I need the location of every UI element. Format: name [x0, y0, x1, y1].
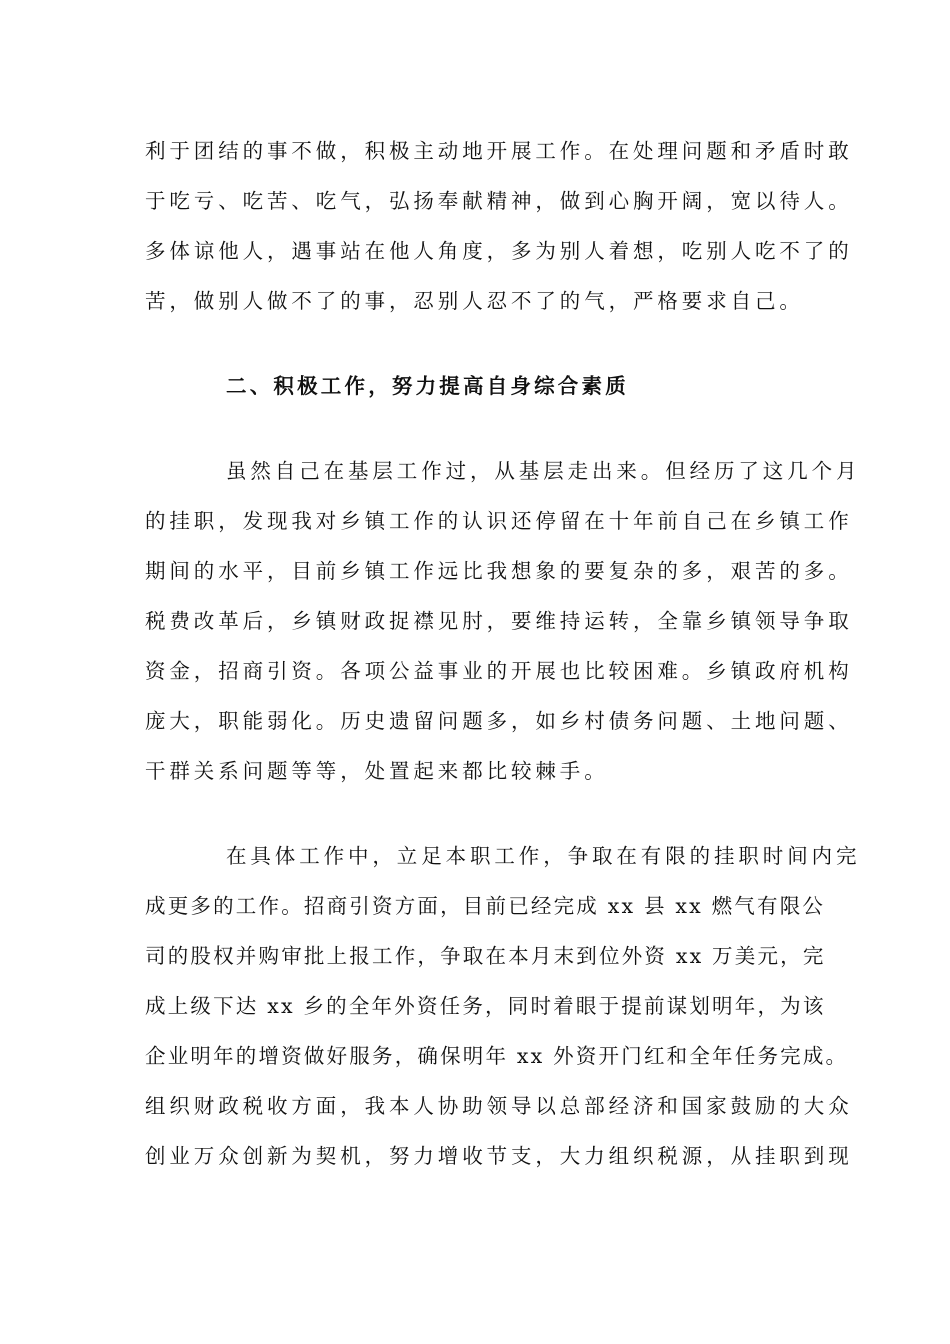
section-heading: 二、积极工作，努力提高自身综合素质 [226, 374, 629, 398]
paragraph-2-line-4: 税费改革后，乡镇财政捉襟见肘，要维持运转，全靠乡镇领导争取 [145, 609, 853, 633]
paragraph-2-line-5: 资金，招商引资。各项公益事业的开展也比较困难。乡镇政府机构 [145, 659, 853, 683]
paragraph-1-line-3: 多体谅他人，遇事站在他人角度，多为别人着想，吃别人吃不了的 [145, 239, 853, 263]
paragraph-3-line-3: 司的股权并购审批上报工作，争取在本月末到位外资 xx 万美元，完 [145, 944, 826, 968]
paragraph-3-line-7: 创业万众创新为契机，努力增收节支，大力组织税源，从挂职到现 [145, 1144, 853, 1168]
paragraph-2-line-1: 虽然自己在基层工作过，从基层走出来。但经历了这几个月 [226, 459, 861, 483]
paragraph-3-line-2: 成更多的工作。招商引资方面，目前已经完成 xx 县 xx 燃气有限公 [145, 894, 826, 918]
paragraph-2-line-7: 干群关系问题等等，处置起来都比较棘手。 [145, 759, 609, 783]
paragraph-2-line-6: 庞大，职能弱化。历史遗留问题多，如乡村债务问题、土地问题、 [145, 709, 853, 733]
paragraph-2-line-3: 期间的水平，目前乡镇工作远比我想象的要复杂的多，艰苦的多。 [145, 559, 853, 583]
paragraph-1-line-4: 苦，做别人做不了的事，忍别人忍不了的气，严格要求自己。 [145, 289, 804, 313]
paragraph-1-line-1: 利于团结的事不做，积极主动地开展工作。在处理问题和矛盾时敢 [145, 139, 853, 163]
paragraph-3-line-1: 在具体工作中，立足本职工作，争取在有限的挂职时间内完 [226, 844, 861, 868]
paragraph-2-line-2: 的挂职，发现我对乡镇工作的认识还停留在十年前自己在乡镇工作 [145, 509, 853, 533]
paragraph-3-line-6: 组织财政税收方面，我本人协助领导以总部经济和国家鼓励的大众 [145, 1094, 853, 1118]
paragraph-1-line-2: 于吃亏、吃苦、吃气，弘扬奉献精神，做到心胸开阔，宽以待人。 [145, 189, 853, 213]
paragraph-3-line-4: 成上级下达 xx 乡的全年外资任务，同时着眼于提前谋划明年，为该 [145, 994, 826, 1018]
paragraph-3-line-5: 企业明年的增资做好服务，确保明年 xx 外资开门红和全年任务完成。 [145, 1044, 849, 1068]
